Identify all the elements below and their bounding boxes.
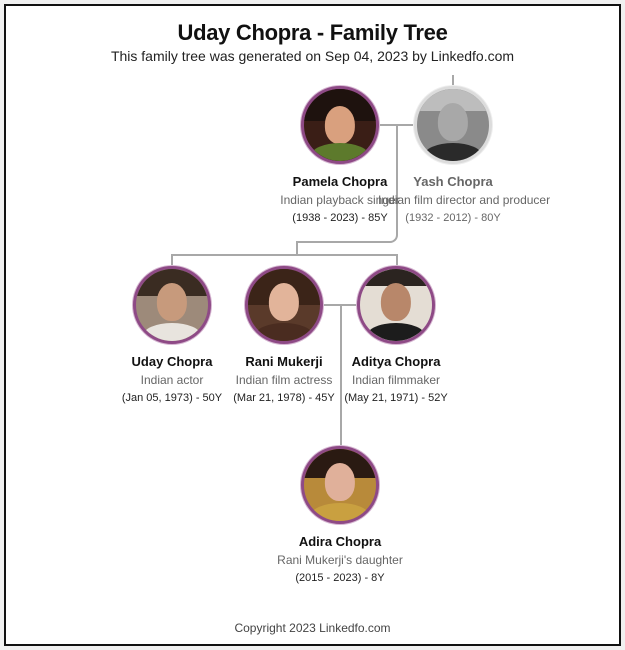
- avatar-uday-chopra[interactable]: [133, 266, 211, 344]
- person-description: Indian playback singer: [280, 193, 400, 207]
- person-name: Pamela Chopra: [292, 174, 388, 189]
- person-dates: (2015 - 2023) - 8Y: [295, 572, 385, 584]
- page-subtitle: This family tree was generated on Sep 04, 2023 by Linkedfo.com: [110, 48, 515, 64]
- person-dates: (Mar 21, 1978) - 45Y: [233, 392, 335, 404]
- person-name: Aditya Chopra: [351, 354, 441, 369]
- avatar-aditya-chopra[interactable]: [357, 266, 435, 344]
- person-name: Adira Chopra: [298, 534, 382, 549]
- person-name: Uday Chopra: [131, 354, 213, 369]
- connector-uday-drop: [171, 254, 173, 266]
- avatar-adira-chopra[interactable]: [301, 446, 379, 524]
- person-dates: (1932 - 2012) - 80Y: [405, 212, 501, 224]
- person-aditya-chopra[interactable]: [321, 266, 471, 404]
- person-description: Rani Mukerji's daughter: [277, 553, 403, 567]
- person-description: Indian film director and producer: [378, 193, 551, 207]
- connector-parents-horizontal: [297, 241, 389, 243]
- connector-aditya-drop: [396, 254, 398, 266]
- person-dates: (1938 - 2023) - 85Y: [292, 212, 388, 224]
- person-description: Indian actor: [140, 373, 204, 387]
- page-title: Uday Chopra - Family Tree: [177, 20, 448, 45]
- copyright-footer: Copyright 2023 Linkedfo.com: [234, 621, 391, 635]
- connector-parents-stub: [296, 241, 298, 255]
- person-name: Rani Mukerji: [245, 354, 323, 369]
- person-dates: (Jan 05, 1973) - 50Y: [121, 392, 223, 404]
- person-yash-chopra[interactable]: [378, 86, 551, 224]
- person-dates: (May 21, 1971) - 52Y: [344, 392, 448, 404]
- avatar-yash-chopra[interactable]: [414, 86, 492, 164]
- connector-children-bar: [171, 254, 398, 256]
- avatar-pamela-chopra[interactable]: [301, 86, 379, 164]
- person-name: Yash Chopra: [413, 174, 493, 189]
- person-description: Indian filmmaker: [351, 373, 441, 387]
- person-description: Indian film actress: [235, 373, 333, 387]
- avatar-rani-mukerji[interactable]: [245, 266, 323, 344]
- person-adira-chopra[interactable]: [265, 446, 415, 584]
